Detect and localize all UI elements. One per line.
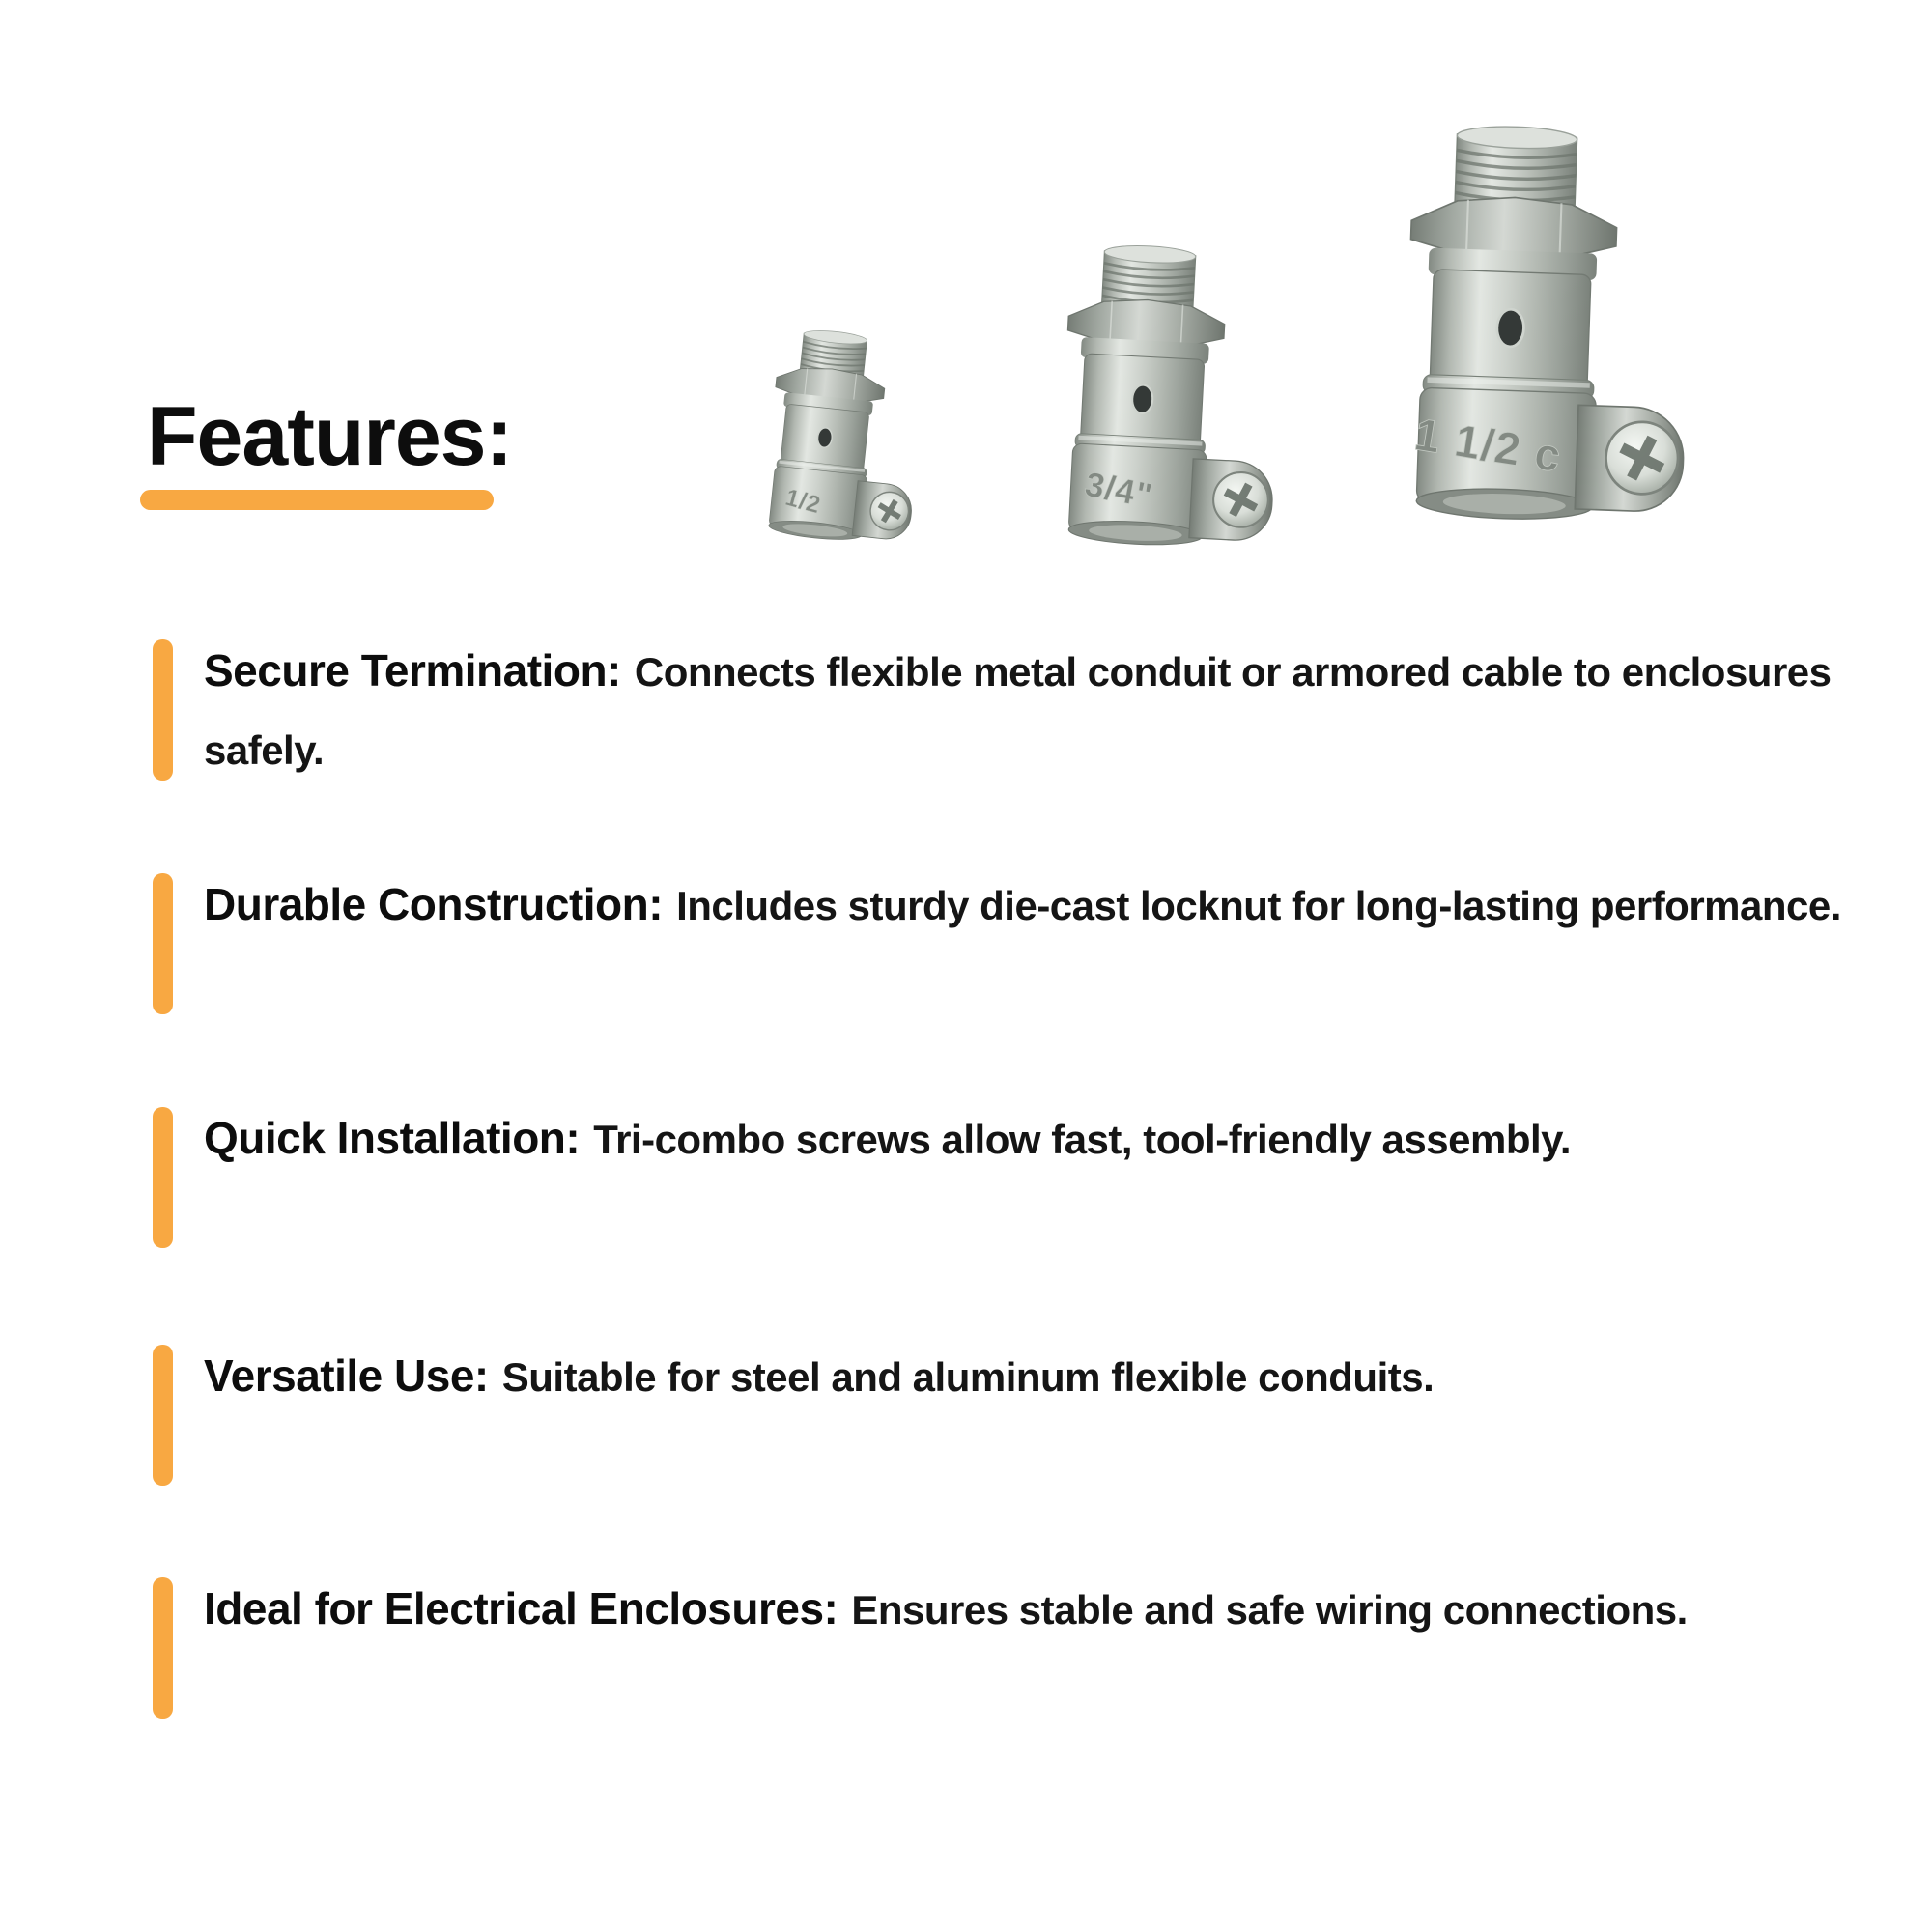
connector-medium	[1057, 242, 1285, 552]
feature-text	[204, 870, 1846, 950]
feature-title: Secure Termination:	[204, 645, 621, 696]
title-underline	[140, 490, 494, 510]
feature-title: Ideal for Electrical Enclosures:	[204, 1583, 838, 1634]
feature-description: Connects flexible metal conduit or armored cable to enclosures safely.	[204, 649, 1832, 773]
page-title: Features:	[147, 390, 513, 483]
feature-title: Versatile Use:	[204, 1350, 489, 1401]
connector-large	[1402, 124, 1695, 526]
feature-text	[204, 1342, 1846, 1421]
product-image-conduit-connectors	[734, 108, 1739, 562]
connector-medium-size-marking: 3/4"	[1081, 464, 1156, 516]
feature-bullet-bar	[153, 1107, 173, 1248]
feature-text	[204, 1104, 1846, 1183]
feature-bullet-bar	[153, 1577, 173, 1719]
feature-bullet-bar	[153, 873, 173, 1014]
feature-description: Includes sturdy die-cast locknut for long-lasting performance.	[676, 883, 1841, 928]
feature-text	[204, 637, 1846, 794]
feature-text	[204, 1575, 1846, 1654]
feature-title: Quick Installation:	[204, 1113, 581, 1163]
feature-title: Durable Construction:	[204, 879, 664, 929]
feature-description: Suitable for steel and aluminum flexible conduits.	[501, 1354, 1435, 1400]
connector-large-size-marking: 1 1/2 c	[1410, 409, 1566, 482]
feature-bullet-bar	[153, 639, 173, 781]
feature-description: Tri-combo screws allow fast, tool-friendly assembly.	[593, 1117, 1572, 1162]
feature-bullet-bar	[153, 1345, 173, 1486]
connector-small-size-marking: 1/2	[781, 484, 824, 520]
connector-small	[760, 327, 929, 548]
feature-description: Ensures stable and safe wiring connections.	[851, 1587, 1688, 1633]
